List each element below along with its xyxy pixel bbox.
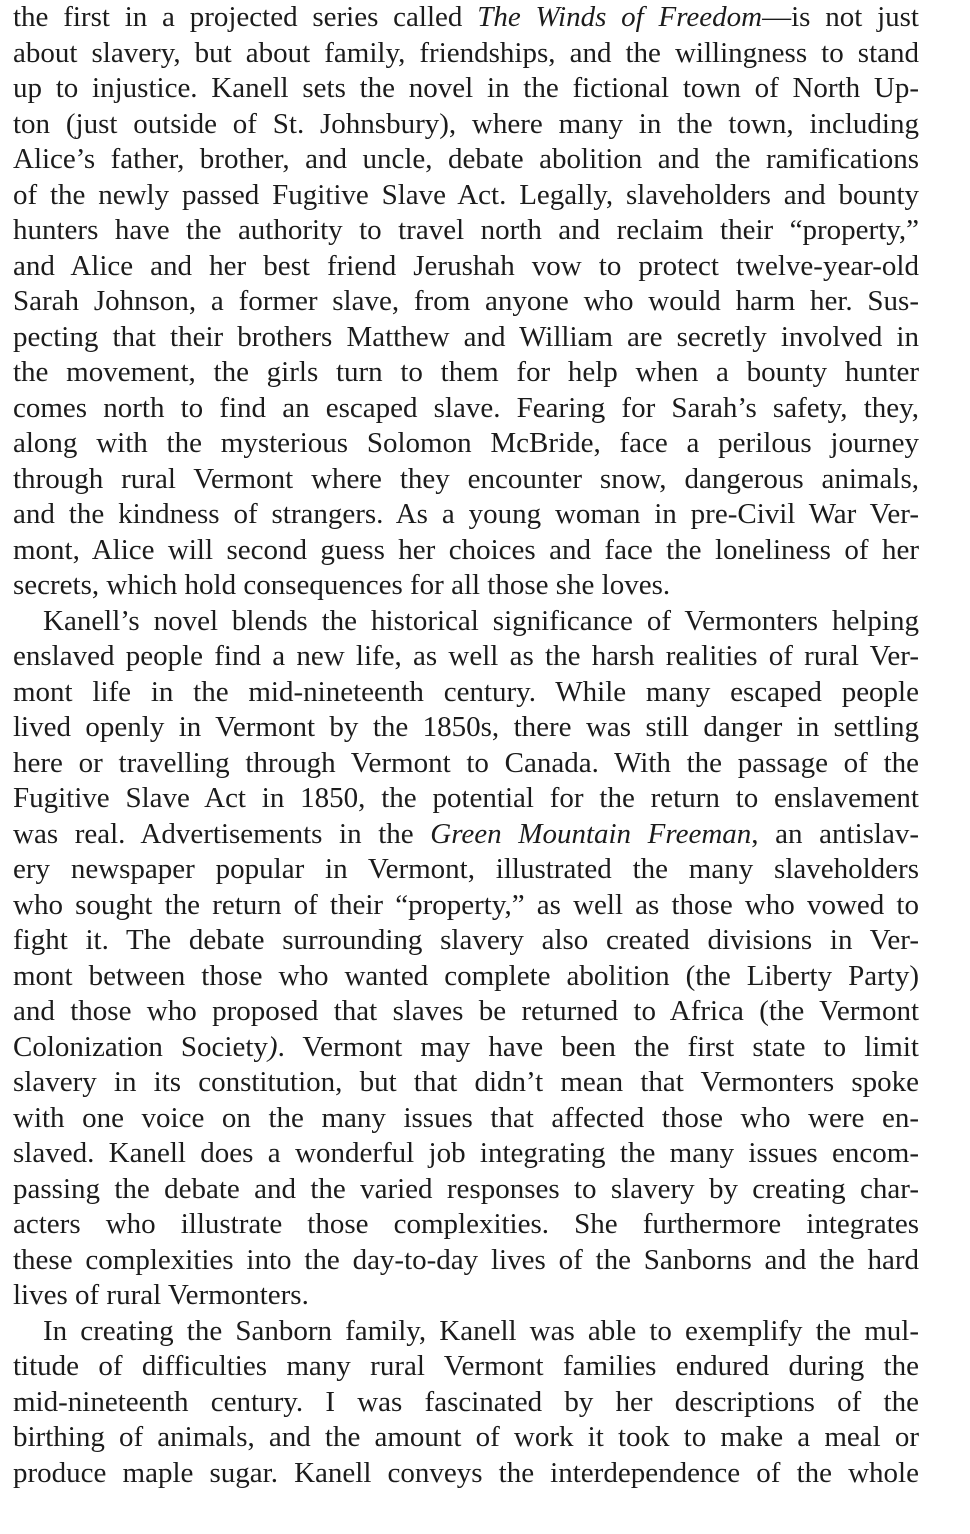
text-line bbox=[13, 1207, 919, 1243]
text-line bbox=[13, 391, 919, 427]
text-line bbox=[13, 1420, 919, 1456]
italic-text: Green Mountain Freeman bbox=[430, 817, 752, 850]
text-run: and Alice and her best friend Jerushah vow to protect twelve-year-old bbox=[13, 249, 919, 282]
text-line bbox=[13, 533, 919, 569]
text-line bbox=[13, 817, 919, 853]
text-run: titude of difficulties many rural Vermont families endured during the bbox=[13, 1350, 919, 1382]
text-line bbox=[13, 1456, 919, 1492]
text-run: comes north to find an escaped slave. Fearing for Sarah’s safety, they, bbox=[13, 391, 919, 424]
text-run: mont life in the mid-nineteenth century. While many escaped people bbox=[13, 675, 919, 708]
italic-text: ) bbox=[267, 1030, 278, 1063]
text-run: . Vermont may have been the first state to limit bbox=[277, 1030, 919, 1063]
text-line bbox=[13, 1243, 919, 1279]
text-run: acters who illustrate those complexities. She furthermore integrates bbox=[13, 1208, 919, 1240]
text-run: enslaved people find a new life, as well as the harsh realities of rural Ver- bbox=[13, 640, 919, 672]
italic-text: The Winds of Freedom bbox=[477, 1, 763, 33]
text-line bbox=[13, 71, 919, 107]
text-run: hunters have the authority to travel north and reclaim their “property,” bbox=[13, 214, 919, 246]
text-run: slavery in its constitution, but that didn’t mean that Vermonters spoke bbox=[13, 1066, 919, 1098]
text-line bbox=[13, 1136, 919, 1172]
text-run: In creating the Sanborn family, Kanell was able to exemplify the mul- bbox=[43, 1314, 919, 1347]
text-run: about slavery, but about family, friendships, and the willingness to stand bbox=[13, 36, 919, 69]
text-line bbox=[13, 568, 919, 604]
text-line bbox=[13, 1349, 919, 1385]
paragraph bbox=[13, 604, 919, 1314]
text-run: ton (just outside of St. Johnsbury), where many in the town, including bbox=[13, 107, 919, 140]
text-line bbox=[13, 888, 919, 924]
text-run: was real. Advertisements in the bbox=[13, 817, 431, 850]
text-run: Alice’s father, brother, and uncle, debate abolition and the ramifications bbox=[13, 143, 919, 175]
text-line bbox=[13, 1278, 919, 1314]
text-line bbox=[13, 1314, 919, 1350]
text-line bbox=[13, 781, 919, 817]
text-line bbox=[13, 0, 919, 36]
text-run: of the newly passed Fugitive Slave Act. Legally, slaveholders and bounty bbox=[13, 178, 919, 211]
text-run: —is not just bbox=[762, 1, 919, 33]
text-line bbox=[13, 923, 919, 959]
text-run: birthing of animals, and the amount of work it took to make a meal or bbox=[13, 1421, 919, 1453]
text-line bbox=[13, 959, 919, 995]
text-line bbox=[13, 320, 919, 356]
text-run: along with the mysterious Solomon McBride, face a perilous journey bbox=[13, 427, 919, 459]
text-run: and those who proposed that slaves be returned to Africa (the Vermont bbox=[13, 995, 919, 1027]
text-run: lived openly in Vermont by the 1850s, there was still danger in settling bbox=[13, 711, 919, 743]
text-run: mont between those who wanted complete abolition (the Liberty Party) bbox=[13, 959, 919, 992]
text-line bbox=[13, 178, 919, 214]
text-line bbox=[13, 426, 919, 462]
text-line bbox=[13, 462, 919, 498]
paragraph bbox=[13, 0, 919, 604]
text-run: the first in a projected series called bbox=[13, 1, 478, 33]
text-line bbox=[13, 1172, 919, 1208]
text-line bbox=[13, 213, 919, 249]
text-run: Colonization Society bbox=[13, 1030, 268, 1063]
text-run: ery newspaper popular in Vermont, illustrated the many slaveholders bbox=[13, 853, 919, 885]
text-run: Kanell’s novel blends the historical significance of Vermonters helping bbox=[43, 604, 919, 637]
text-line bbox=[13, 142, 919, 178]
text-run: passing the debate and the varied responses to slavery by creating char- bbox=[13, 1172, 919, 1205]
text-line bbox=[13, 355, 919, 391]
text-line bbox=[13, 36, 919, 72]
text-line bbox=[13, 675, 919, 711]
text-run: lives of rural Vermonters. bbox=[13, 1279, 309, 1311]
text-run: mont, Alice will second guess her choices and face the loneliness of her bbox=[13, 533, 919, 566]
text-line bbox=[13, 639, 919, 675]
text-run: , an antislav- bbox=[751, 817, 920, 850]
review-page bbox=[13, 0, 919, 1491]
text-line bbox=[13, 1101, 919, 1137]
text-line bbox=[13, 284, 919, 320]
text-line bbox=[13, 1030, 919, 1066]
text-run: Sarah Johnson, a former slave, from anyone who would harm her. Sus- bbox=[13, 285, 919, 317]
text-run: produce maple sugar. Kanell conveys the interdependence of the whole bbox=[13, 1456, 919, 1489]
text-line bbox=[13, 604, 919, 640]
text-line bbox=[13, 497, 919, 533]
text-run: secrets, which hold consequences for all those she loves. bbox=[13, 569, 671, 601]
text-line bbox=[13, 710, 919, 746]
text-run: Fugitive Slave Act in 1850, the potential for the return to enslavement bbox=[13, 782, 919, 814]
text-run: with one voice on the many issues that affected those who were en- bbox=[13, 1101, 919, 1134]
text-line bbox=[13, 994, 919, 1030]
text-line bbox=[13, 1065, 919, 1101]
text-run: pecting that their brothers Matthew and William are secretly involved in bbox=[13, 320, 919, 353]
text-run: and the kindness of strangers. As a young woman in pre-Civil War Ver- bbox=[13, 498, 919, 530]
text-run: slaved. Kanell does a wonderful job integrating the many issues encom- bbox=[13, 1137, 919, 1169]
text-line bbox=[13, 249, 919, 285]
text-run: mid-nineteenth century. I was fascinated by her descriptions of the bbox=[13, 1385, 919, 1418]
text-line bbox=[13, 852, 919, 888]
text-line bbox=[13, 1385, 919, 1421]
text-run: up to injustice. Kanell sets the novel in the fictional town of North Up- bbox=[13, 72, 919, 104]
text-run: the movement, the girls turn to them for help when a bounty hunter bbox=[13, 356, 919, 388]
text-run: who sought the return of their “property,” as well as those who vowed to bbox=[13, 888, 919, 921]
text-run: these complexities into the day-to-day lives of the Sanborns and the hard bbox=[13, 1243, 919, 1276]
text-line bbox=[13, 107, 919, 143]
text-run: through rural Vermont where they encounter snow, dangerous animals, bbox=[13, 462, 919, 495]
text-line bbox=[13, 746, 919, 782]
text-run: here or travelling through Vermont to Canada. With the passage of the bbox=[13, 746, 919, 779]
paragraph bbox=[13, 1314, 919, 1492]
text-run: fight it. The debate surrounding slavery also created divisions in Ver- bbox=[13, 924, 919, 956]
